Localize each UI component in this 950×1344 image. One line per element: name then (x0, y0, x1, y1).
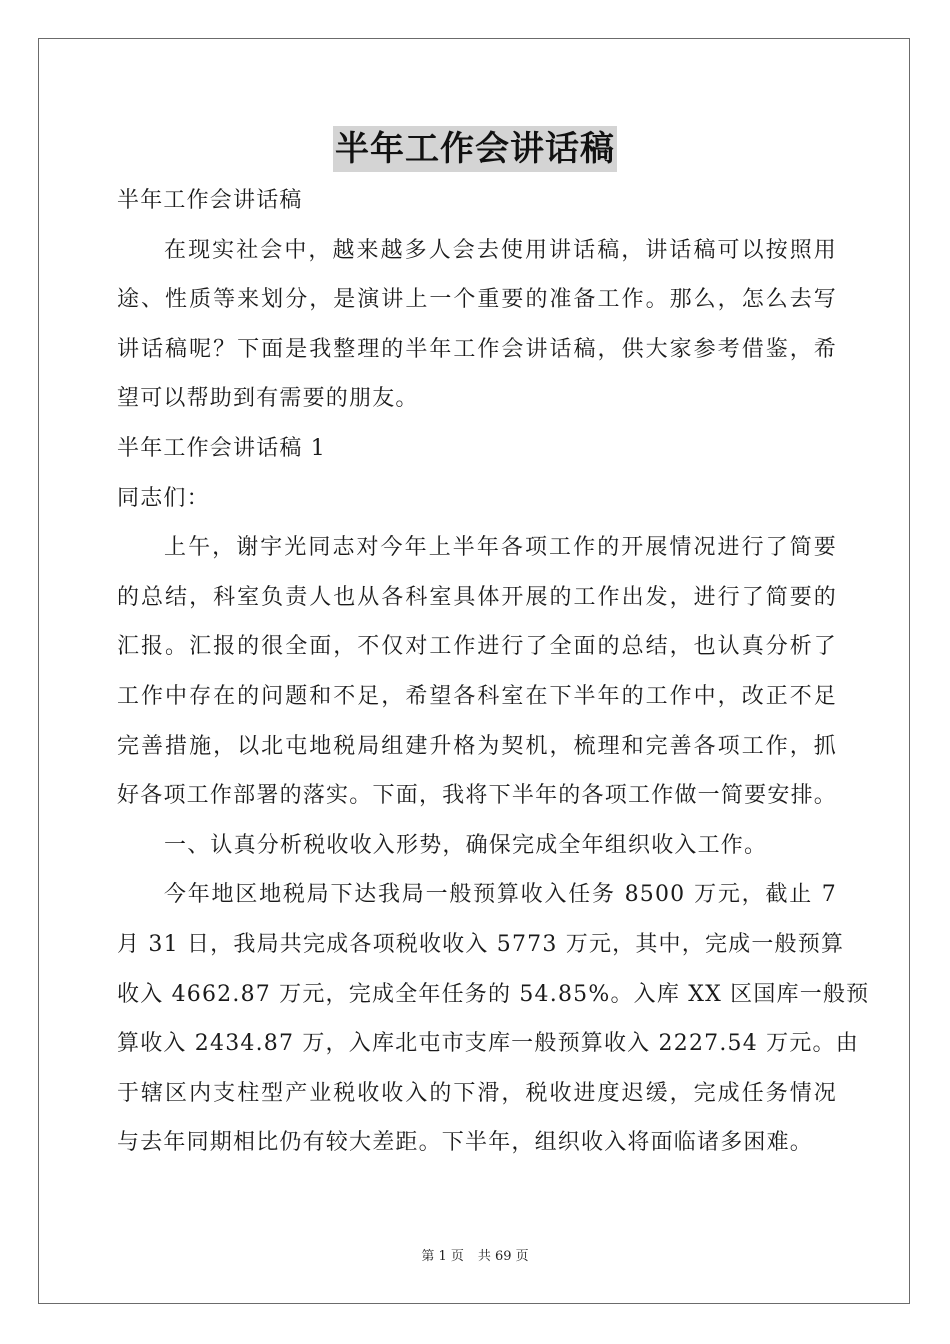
text-line: 算收入 2434.87 万，入库北屯市支库一般预算收入 2227.54 万元。由 (117, 1031, 859, 1057)
text-line: 汇报。汇报的很全面，不仅对工作进行了全面的总结，也认真分析了 (117, 634, 837, 660)
text-line: 途、性质等来划分，是演讲上一个重要的准备工作。那么，怎么去写 (117, 287, 837, 313)
text-line: 半年工作会讲话稿 (117, 188, 303, 213)
page-number: 第 1 页 (421, 1249, 464, 1264)
text-line: 今年地区地税局下达我局一般预算收入任务 8500 万元，截止 7 (164, 882, 837, 908)
text-line: 一、认真分析税收收入形势，确保完成全年组织收入工作。 (164, 832, 768, 858)
text-line: 于辖区内支柱型产业税收收入的下滑，税收进度迟缓，完成任务情况 (117, 1080, 837, 1106)
page-footer (0, 1248, 950, 1266)
text-line: 在现实社会中，越来越多人会去使用讲话稿，讲话稿可以按照用 (164, 237, 837, 263)
text-line: 半年工作会讲话稿 1 (117, 435, 326, 461)
text-line: 的总结，科室负责人也从各科室具体开展的工作出发，进行了简要的 (117, 584, 837, 610)
text-line: 与去年同期相比仍有较大差距。下半年，组织收入将面临诸多困难。 (117, 1130, 814, 1156)
text-line: 同志们： (117, 485, 210, 511)
text-line: 讲话稿呢？下面是我整理的半年工作会讲话稿，供大家参考借鉴，希 (117, 336, 837, 362)
text-line: 好各项工作部署的落实。下面，我将下半年的各项工作做一简要安排。 (117, 783, 837, 809)
text-line: 望可以帮助到有需要的朋友。 (117, 386, 419, 412)
page-total: 共 69 页 (477, 1249, 529, 1264)
title-wrap (0, 126, 950, 172)
text-line: 收入 4662.87 万元，完成全年任务的 54.85%。入库 XX 区国库一般预 (117, 981, 870, 1007)
text-line: 完善措施，以北屯地税局组建升格为契机，梳理和完善各项工作，抓 (117, 733, 837, 759)
text-line: 月 31 日，我局共完成各项税收收入 5773 万元，其中，完成一般预算 (117, 931, 845, 957)
text-line: 工作中存在的问题和不足，希望各科室在下半年的工作中，改正不足 (117, 683, 837, 709)
document-body (117, 176, 870, 1168)
text-line: 上午，谢宇光同志对今年上半年各项工作的开展情况进行了简要 (164, 535, 837, 561)
document-title: 半年工作会讲话稿 (333, 126, 617, 172)
